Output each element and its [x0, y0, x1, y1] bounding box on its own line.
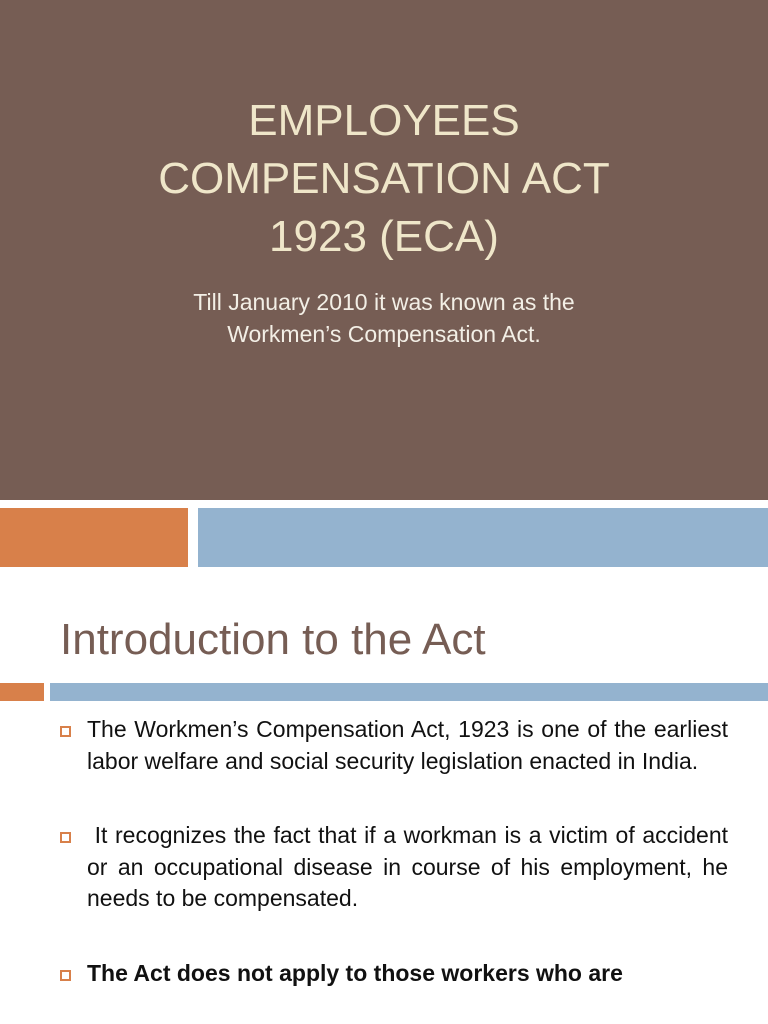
bullet-text: The Workmen’s Compensation Act, 1923 is one of the earliest labor welfare and social security legislation enacted in India.: [87, 716, 728, 774]
slide-title-line-2: COMPENSATION ACT: [158, 154, 610, 203]
hollow-square-bullet-icon: [60, 832, 71, 843]
decorative-blue-band: [198, 508, 768, 567]
title-slide: [0, 0, 768, 500]
bullet-text: It recognizes the fact that if a workman is a victim of accident or an occupational disease in course of his employment, he needs to be compensated.: [87, 822, 735, 911]
bullet-item: [60, 714, 728, 777]
slide-title-line-3: 1923 (ECA): [269, 212, 499, 261]
slide-subtitle: [0, 286, 768, 350]
decorative-blue-bar: [50, 683, 768, 701]
bullet-text: The Act does not apply to those workers who are: [87, 959, 623, 986]
slide-title: [0, 92, 768, 266]
section-title: Introduction to the Act: [60, 615, 486, 664]
bullet-item: [60, 820, 735, 915]
hollow-square-bullet-icon: [60, 970, 71, 981]
bullet-list: [60, 714, 735, 989]
slide-subtitle-line-1: Till January 2010 it was known as the: [193, 289, 575, 315]
hollow-square-bullet-icon: [60, 726, 71, 737]
slide-title-line-1: EMPLOYEES: [248, 96, 520, 145]
decorative-orange-bar: [0, 683, 44, 701]
decorative-orange-band: [0, 508, 188, 567]
bullet-item: [60, 958, 728, 990]
slide-subtitle-line-2: Workmen’s Compensation Act.: [227, 321, 541, 347]
